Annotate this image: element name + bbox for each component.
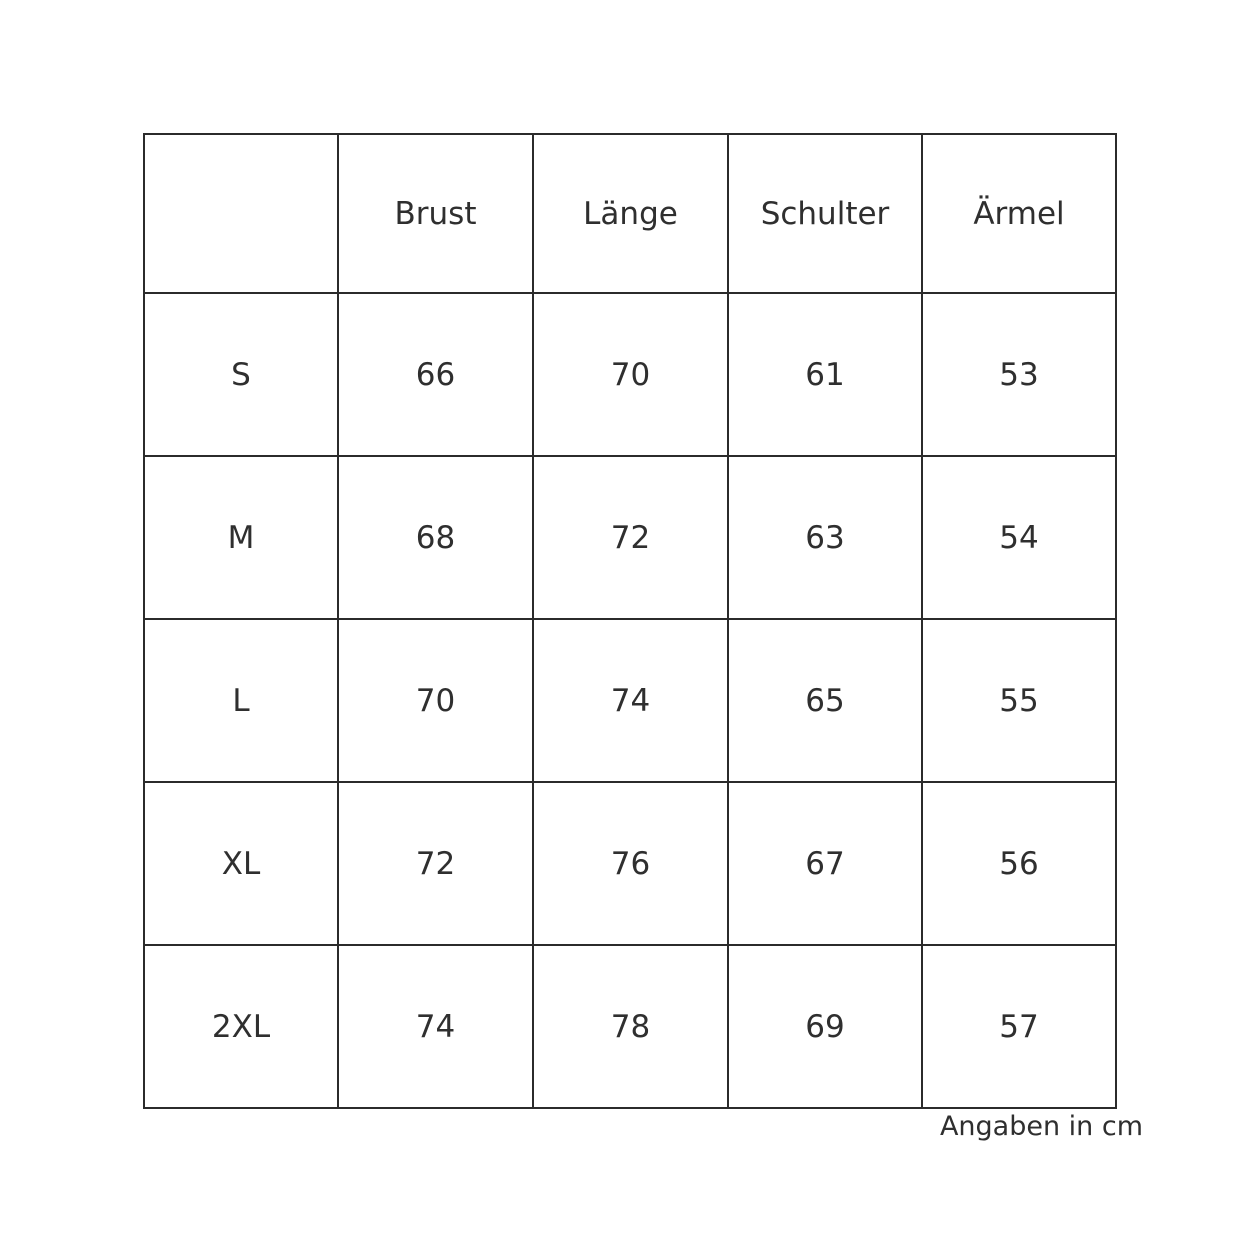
column-header-aermel: Ärmel [922, 134, 1116, 293]
cell-s-aermel: 53 [922, 293, 1116, 456]
cell-2xl-aermel: 57 [922, 945, 1116, 1108]
table-row [144, 782, 1116, 945]
measurement-unit-note: Angaben in cm [939, 1111, 1143, 1142]
table-corner-cell [144, 134, 338, 293]
cell-xl-brust: 72 [338, 782, 533, 945]
table-row [144, 293, 1116, 456]
cell-xl-schulter: 67 [728, 782, 922, 945]
table-row [144, 945, 1116, 1108]
cell-xl-aermel: 56 [922, 782, 1116, 945]
cell-l-brust: 70 [338, 619, 533, 782]
row-label-s: S [144, 293, 338, 456]
table-header-row [144, 134, 1116, 293]
cell-m-brust: 68 [338, 456, 533, 619]
cell-m-aermel: 54 [922, 456, 1116, 619]
cell-l-laenge: 74 [533, 619, 728, 782]
column-header-laenge: Länge [533, 134, 728, 293]
table-row [144, 456, 1116, 619]
row-label-m: M [144, 456, 338, 619]
row-label-2xl: 2XL [144, 945, 338, 1108]
cell-m-schulter: 63 [728, 456, 922, 619]
cell-2xl-laenge: 78 [533, 945, 728, 1108]
row-label-l: L [144, 619, 338, 782]
cell-s-schulter: 61 [728, 293, 922, 456]
size-table-container [143, 133, 1115, 1109]
row-label-xl: XL [144, 782, 338, 945]
table-row [144, 619, 1116, 782]
cell-2xl-schulter: 69 [728, 945, 922, 1108]
column-header-brust: Brust [338, 134, 533, 293]
column-header-schulter: Schulter [728, 134, 922, 293]
size-table-body [144, 293, 1116, 1108]
size-table [143, 133, 1117, 1109]
cell-s-laenge: 70 [533, 293, 728, 456]
cell-xl-laenge: 76 [533, 782, 728, 945]
cell-m-laenge: 72 [533, 456, 728, 619]
size-table-header [144, 134, 1116, 293]
cell-l-aermel: 55 [922, 619, 1116, 782]
cell-l-schulter: 65 [728, 619, 922, 782]
cell-2xl-brust: 74 [338, 945, 533, 1108]
cell-s-brust: 66 [338, 293, 533, 456]
